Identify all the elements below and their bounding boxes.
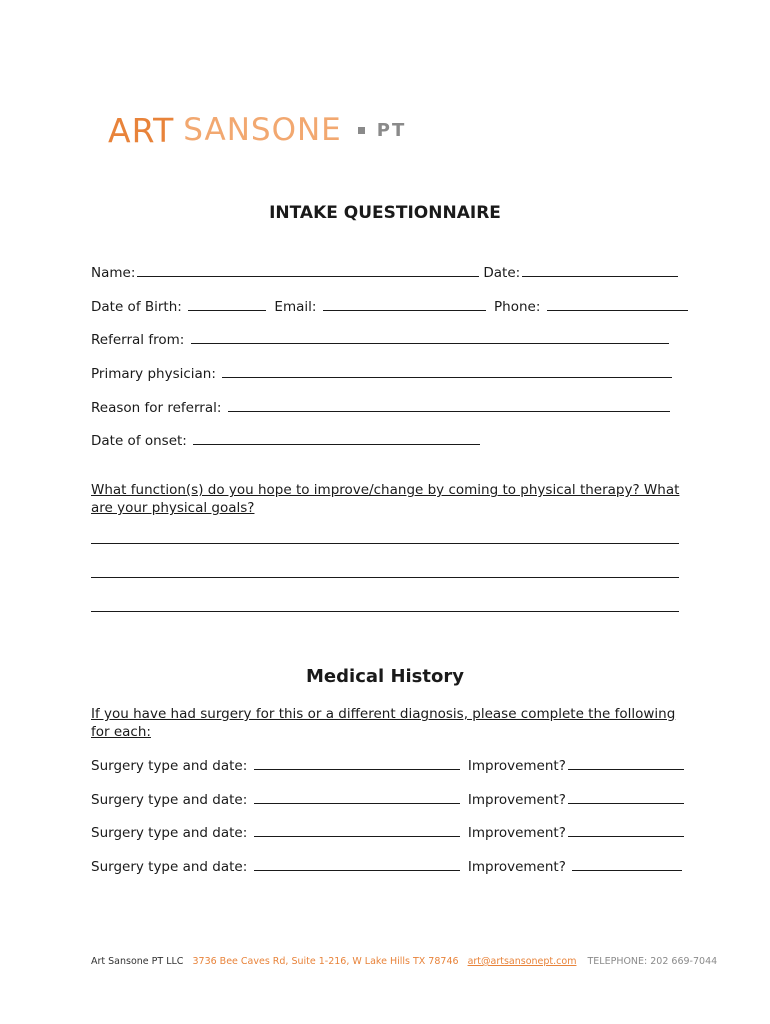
logo-art-text: ART — [108, 110, 175, 150]
surgery-row — [91, 789, 688, 809]
goals-answer-line[interactable] — [91, 577, 679, 578]
date-field[interactable] — [522, 262, 678, 277]
onset-label: Date of onset: — [91, 433, 187, 449]
page-title: INTAKE QUESTIONNAIRE — [269, 203, 501, 223]
page-footer — [91, 955, 717, 969]
surgery-label: Surgery type and date: — [91, 825, 248, 841]
logo-bullet-icon — [358, 127, 365, 134]
email-label: Email: — [274, 299, 317, 315]
referral-row — [91, 329, 673, 349]
reason-row — [91, 397, 674, 417]
surgery-row — [91, 822, 688, 842]
improvement-field[interactable] — [572, 856, 682, 871]
surgery-label: Surgery type and date: — [91, 792, 248, 808]
surgery-field[interactable] — [254, 755, 460, 770]
onset-field[interactable] — [193, 430, 480, 445]
name-date-row — [91, 262, 682, 282]
goals-answer-line[interactable] — [91, 543, 679, 544]
surgery-field[interactable] — [254, 822, 460, 837]
email-field[interactable] — [323, 296, 486, 311]
improvement-label: Improvement? — [467, 758, 566, 774]
improvement-label: Improvement? — [467, 825, 566, 841]
dob-label: Date of Birth: — [91, 299, 182, 315]
improvement-field[interactable] — [568, 789, 684, 804]
footer-address: 3736 Bee Caves Rd, Suite 1-216, W Lake Hills TX 78746 — [192, 956, 459, 967]
physician-field[interactable] — [222, 363, 672, 378]
medical-history-heading: Medical History — [306, 666, 464, 687]
referral-field[interactable] — [191, 329, 669, 344]
surgery-instruction: If you have had surgery for this or a different diagnosis, please complete the following for each: — [91, 706, 676, 740]
improvement-field[interactable] — [568, 755, 684, 770]
improvement-label: Improvement? — [467, 792, 566, 808]
phone-field[interactable] — [547, 296, 688, 311]
reason-field[interactable] — [228, 397, 670, 412]
onset-row — [91, 430, 484, 450]
surgery-field[interactable] — [254, 789, 460, 804]
physician-label: Primary physician: — [91, 366, 216, 382]
physician-row — [91, 363, 676, 383]
surgery-label: Surgery type and date: — [91, 859, 248, 875]
name-label: Name: — [91, 265, 136, 281]
goals-question: What function(s) do you hope to improve/change by coming to physical therapy? What are your physical goals? — [91, 482, 680, 516]
logo-sansone-text: SANSONE — [183, 112, 342, 148]
footer-company-name: Art Sansone PT LLC — [91, 956, 184, 967]
date-label: Date: — [483, 265, 521, 281]
surgery-row — [91, 755, 688, 775]
reason-label: Reason for referral: — [91, 400, 222, 416]
improvement-label: Improvement? — [467, 859, 566, 875]
footer-email-link[interactable]: art@artsansonept.com — [467, 956, 577, 967]
logo-pt-text: PT — [376, 119, 407, 141]
footer-telephone: TELEPHONE: 202 669-7044 — [587, 956, 718, 967]
name-field[interactable] — [137, 262, 479, 277]
surgery-label: Surgery type and date: — [91, 758, 248, 774]
dob-email-phone-row — [91, 296, 692, 316]
company-logo — [108, 106, 406, 154]
improvement-field[interactable] — [568, 822, 684, 837]
surgery-field[interactable] — [254, 856, 460, 871]
surgery-row — [91, 856, 686, 876]
dob-field[interactable] — [188, 296, 266, 311]
phone-label: Phone: — [494, 299, 541, 315]
goals-answer-line[interactable] — [91, 611, 679, 612]
referral-label: Referral from: — [91, 332, 185, 348]
